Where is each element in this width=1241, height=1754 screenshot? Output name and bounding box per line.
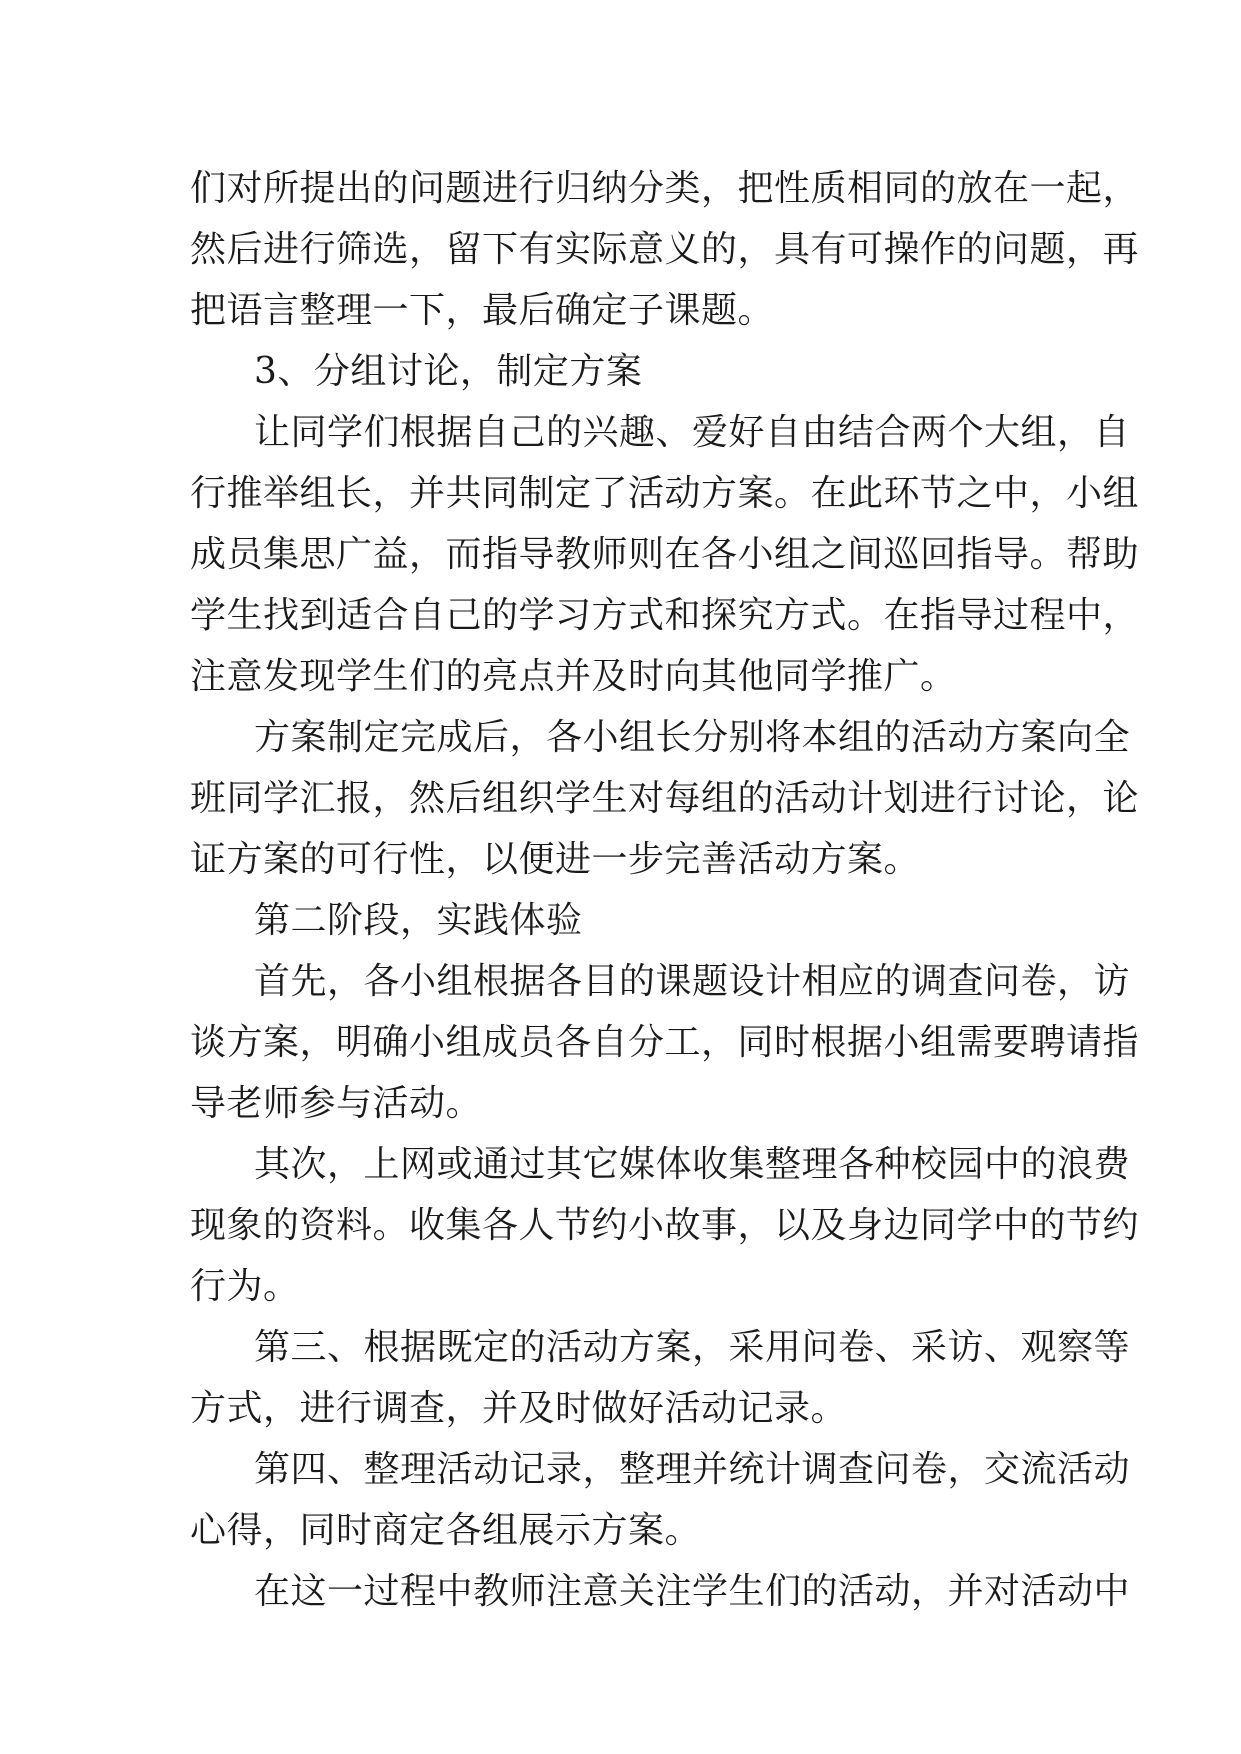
text-line: 在这一过程中教师注意关注学生们的活动，并对活动中 [254, 1571, 1131, 1612]
text-line: 现象的资料。收集各人节约小故事，以及身边同学中的节约 [190, 1205, 1140, 1246]
text-line: 成员集思广益，而指导教师则在各小组之间巡回指导。帮助 [190, 534, 1140, 575]
text-line: 然后进行筛选，留下有实际意义的，具有可操作的问题，再 [190, 229, 1140, 270]
text-line: 其次，上网或通过其它媒体收集整理各种校园中的浪费 [254, 1144, 1131, 1185]
text-line: 把语言整理一下，最后确定子课题。 [190, 290, 775, 331]
text-line: 首先，各小组根据各目的课题设计相应的调查问卷，访 [254, 961, 1131, 1002]
section-heading: 3、分组讨论，制定方案 [254, 351, 643, 392]
text-line: 谈方案，明确小组成员各自分工，同时根据小组需要聘请指 [190, 1022, 1140, 1063]
text-line: 证方案的可行性，以便进一步完善活动方案。 [190, 839, 921, 880]
text-line: 班同学汇报，然后组织学生对每组的活动计划进行讨论，论 [190, 778, 1140, 819]
text-line: 心得，同时商定各组展示方案。 [190, 1510, 702, 1551]
text-line: 注意发现学生们的亮点并及时向其他同学推广。 [190, 656, 957, 697]
document-body [190, 158, 1140, 1622]
text-line: 方案制定完成后，各小组长分别将本组的活动方案向全 [254, 717, 1131, 758]
text-line: 导老师参与活动。 [190, 1083, 483, 1124]
text-line: 们对所提出的问题进行归纳分类，把性质相同的放在一起， [190, 168, 1140, 209]
section-heading: 第二阶段，实践体验 [254, 900, 583, 941]
text-line: 学生找到适合自己的学习方式和探究方式。在指导过程中， [190, 595, 1140, 636]
text-line: 行推举组长，并共同制定了活动方案。在此环节之中，小组 [190, 473, 1140, 514]
text-line: 方式，进行调查，并及时做好活动记录。 [190, 1388, 848, 1429]
text-line: 第三、根据既定的活动方案，采用问卷、采访、观察等 [254, 1327, 1131, 1368]
text-line: 行为。 [190, 1266, 300, 1307]
text-line: 让同学们根据自己的兴趣、爱好自由结合两个大组，自 [254, 412, 1131, 453]
text-line: 第四、整理活动记录，整理并统计调查问卷，交流活动 [254, 1449, 1131, 1490]
